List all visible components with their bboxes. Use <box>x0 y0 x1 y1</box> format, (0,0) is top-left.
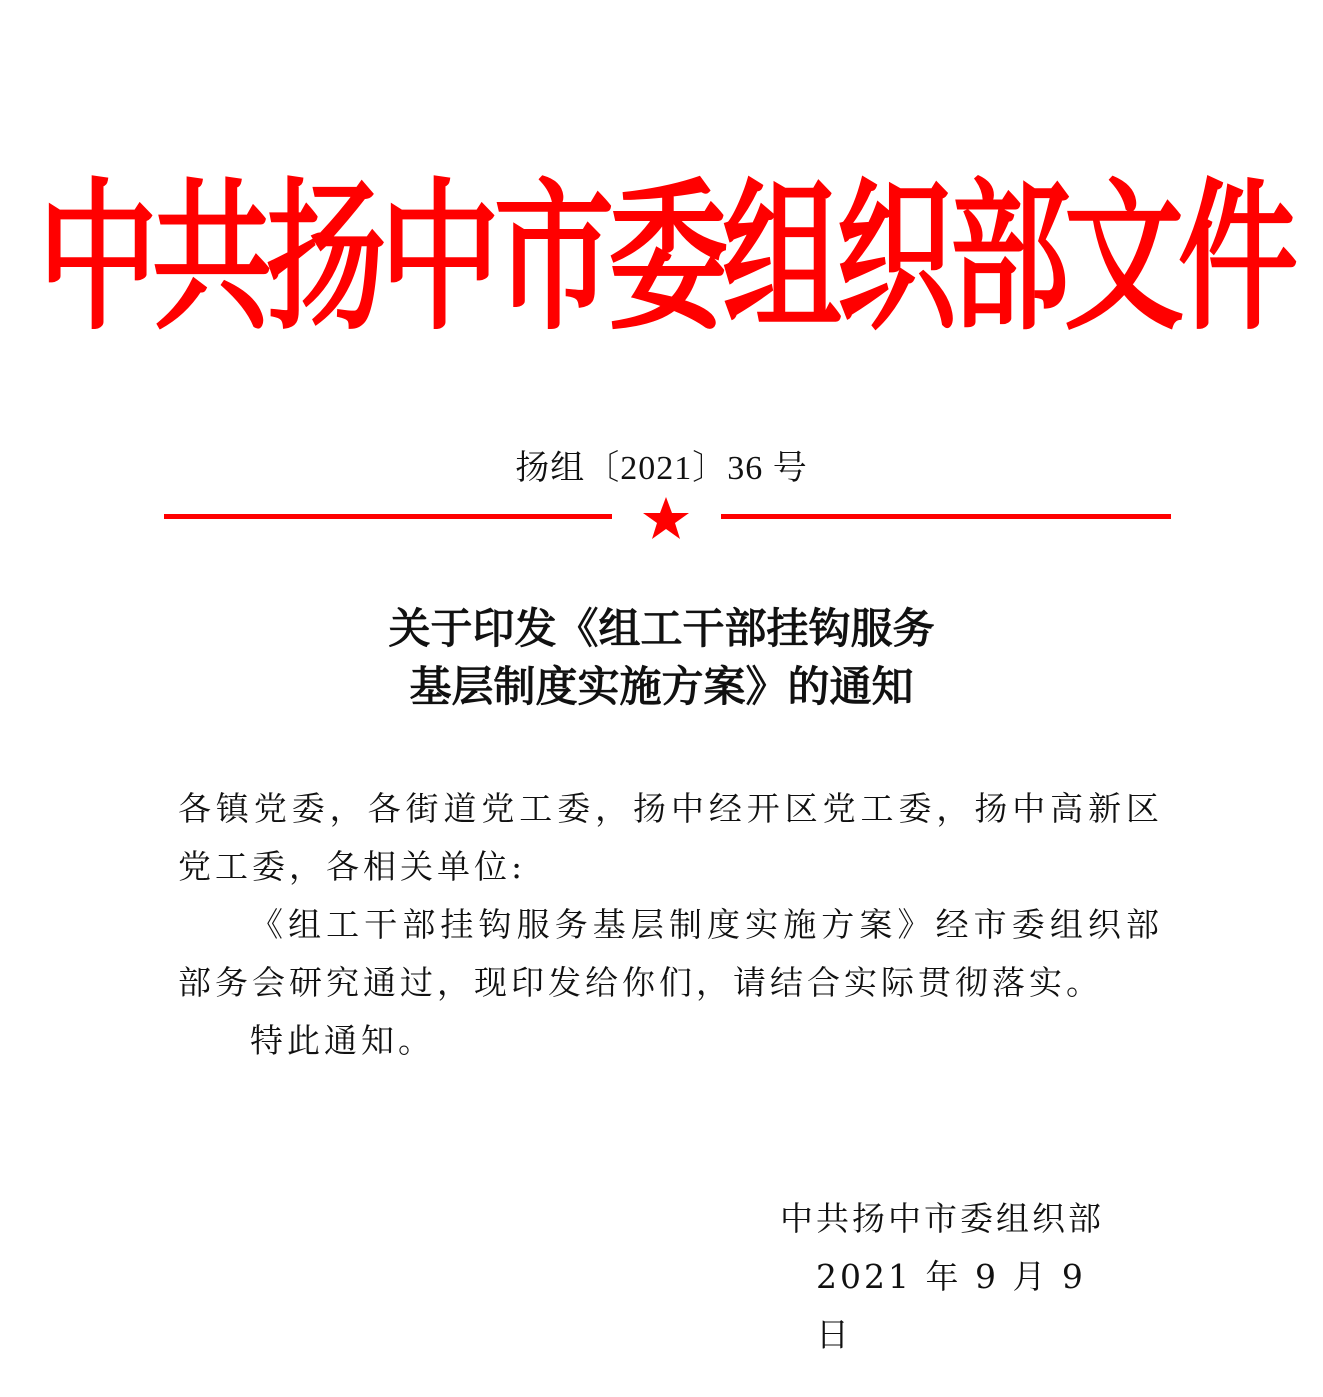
recipients: 各镇党委，各街道党工委，扬中经开区党工委，扬中高新区党工委，各相关单位: <box>178 789 1163 886</box>
signature-block <box>780 1190 1110 1364</box>
star-icon <box>641 496 691 540</box>
signature-organization: 中共扬中市委组织部 <box>780 1199 1104 1238</box>
red-divider <box>0 496 1323 540</box>
masthead-title: 中共扬中市委组织部文件 <box>38 162 1292 353</box>
document-number: 扬组〔2021〕36 号 <box>515 450 808 487</box>
notice-body <box>178 780 1163 1070</box>
closing-line: 特此通知。 <box>250 1021 435 1060</box>
notice-title <box>0 600 1323 716</box>
signature-date: 2021 年 9 月 9 日 <box>816 1257 1086 1354</box>
divider-line-right <box>721 514 1171 519</box>
divider-line-left <box>164 514 612 519</box>
main-paragraph: 《组工干部挂钩服务基层制度实施方案》经市委组织部部务会研究通过，现印发给你们，请结合实际贯彻落实。 <box>178 905 1163 1002</box>
notice-title-line1: 关于印发《组工干部挂钩服务 <box>388 604 935 653</box>
notice-title-line2: 基层制度实施方案》的通知 <box>409 662 914 711</box>
